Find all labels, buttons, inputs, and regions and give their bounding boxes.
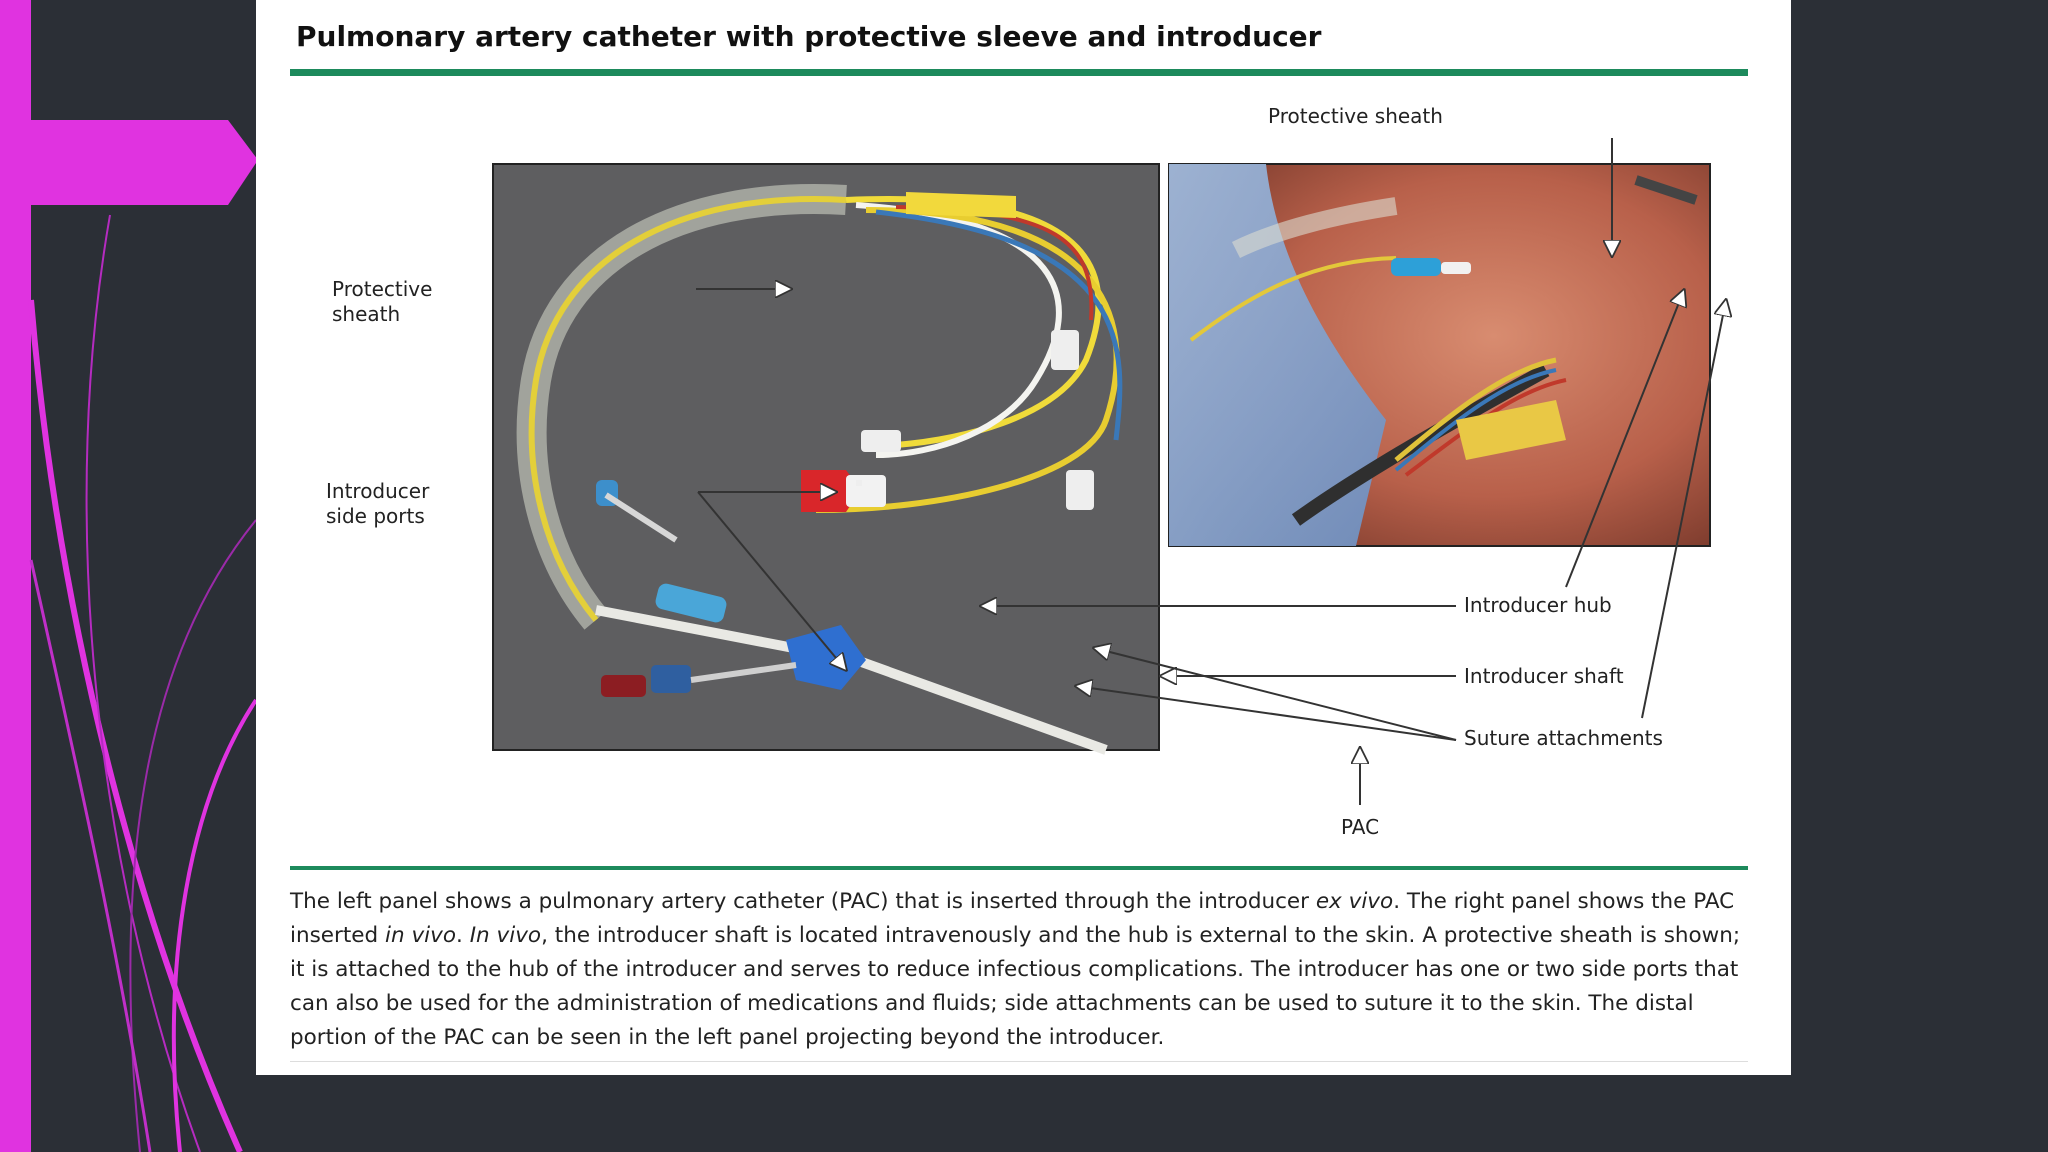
caption-rule <box>290 866 1748 870</box>
label-introducer-side-ports-line2: side ports <box>326 504 425 528</box>
magenta-curve-3 <box>174 700 256 1152</box>
label-pac: PAC <box>1341 815 1380 839</box>
magenta-curve-1 <box>31 300 240 1152</box>
magenta-arrow-tab <box>31 120 258 205</box>
label-introducer-side-ports-line1: Introducer <box>326 479 430 503</box>
caption-italic-in-vivo: in vivo <box>385 923 457 948</box>
caption-text-3: . <box>456 923 470 948</box>
caption-text-4: , the introducer shaft is located intravenously and the hub is external to the skin. A protective sheath is shown; it is attached to the hub of the introducer and serves to reduce infectious complications. The introducer has one or two side ports that can also be used for the administration of medications and fluids; side attachments can be used to suture it to the skin. The distal portion of the PAC can be seen in the left panel projecting beyond the introducer. <box>290 923 1741 1050</box>
magenta-curve-4 <box>130 520 256 1152</box>
left-photo-ex-vivo <box>493 164 1159 750</box>
label-introducer-hub: Introducer hub <box>1464 593 1612 617</box>
figure-caption <box>290 885 1750 1055</box>
bottom-rule <box>290 1061 1748 1062</box>
left-magenta-bar <box>0 0 31 1152</box>
label-protective-sheath-left-line1: Protective <box>332 277 433 301</box>
caption-text-1: The left panel shows a pulmonary artery catheter (PAC) that is inserted through the introducer <box>290 889 1316 914</box>
label-introducer-shaft: Introducer shaft <box>1464 664 1624 688</box>
right-photo-in-vivo <box>1169 164 1710 546</box>
catheter-figure <box>256 0 1791 860</box>
label-protective-sheath-right: Protective sheath <box>1268 104 1443 128</box>
caption-text-2: . The right panel shows the PAC inserted <box>290 889 1735 948</box>
label-suture-attachments: Suture attachments <box>1464 726 1663 750</box>
label-protective-sheath-left-line2: sheath <box>332 302 401 326</box>
caption-italic-in-vivo-2: In vivo <box>469 923 542 948</box>
caption-italic-ex-vivo: ex vivo <box>1315 889 1394 914</box>
figure-slide <box>256 0 1791 1075</box>
figure-title: Pulmonary artery catheter with protective sleeve and introducer <box>296 20 1322 53</box>
